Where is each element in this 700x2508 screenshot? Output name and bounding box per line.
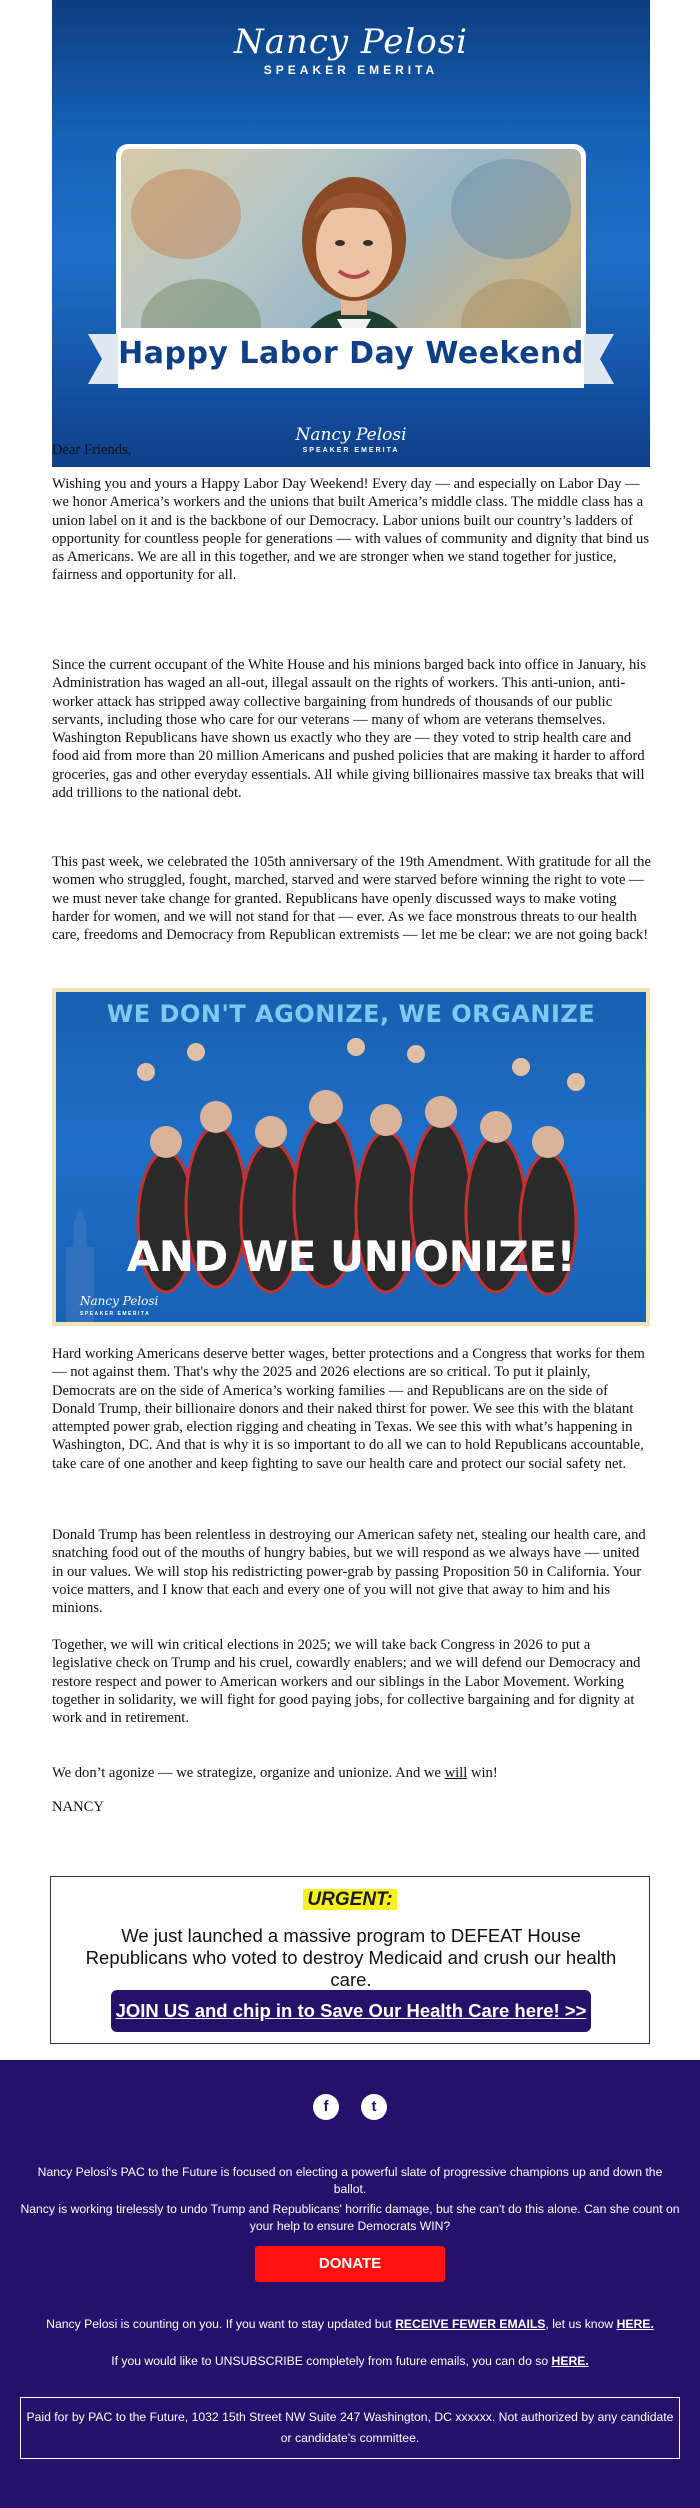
paragraph-2-text: Since the current occupant of the White House and his minions barged back into office in January, his Administration has waged an all-out, illegal assault on the rights of workers. This anti-union, anti-worker attack has stripped away collective bargaining from hundreds of thousands of our public servants, including those who care for our veterans — many of whom are veterans themselves. Washington Republicans have shown us exactly who they are — they voted to strip health care and food aid from more than 20 million Americans and pushed policies that are making it harder to afford groceries, gas and other everyday essentials. All while giving billionaires massive tax breaks that will add trillions to the national debt.	[52, 657, 646, 802]
unsubscribe-line	[20, 2353, 680, 2370]
unsubscribe-here-link[interactable]: HERE.	[551, 2354, 589, 2368]
paragraph-7-end: win!	[467, 1765, 498, 1781]
header-banner	[52, 0, 650, 467]
paragraph-7-text	[52, 1764, 652, 1782]
closing	[52, 1798, 652, 1816]
save-health-care-button[interactable]: JOIN US and chip in to Save Our Health Care here! >>	[111, 1990, 591, 2032]
footer	[0, 2060, 700, 2508]
paragraph-1	[52, 475, 652, 585]
organize-graphic-inner	[56, 992, 646, 1322]
paragraph-6-text: Together, we will win critical elections in 2025; we will take back Congress in 2026 to put a legislative check on Trump and his cruel, cowardly enablers; and we will defend our Democracy and restore respect and power to American workers and our siblings in the Labor Movement. Working together in solidarity, we will fight for good paying jobs, for collective bargaining and for dignity at work and in retirement.	[52, 1637, 641, 1727]
fewer-emails-line	[20, 2316, 680, 2333]
paragraph-4-text: Hard working Americans deserve better wages, better protections and a Congress that works for them — not against them. That's why the 2025 and 2026 elections are so critical. To put it plainly, Democrats are on the side of America’s working families — and Republicans are on the side of Donald Trump, their billionaire donors and their naked thirst for power. We see this with the blatant attempted power grab, election rigging and cheating in Texas. We see this with what’s happening in Washington, DC. And that is why it is so important to do all we can to hold Republicans accountable, take care of one another and keep fighting to save our health care and protect our social safety net.	[52, 1346, 645, 1472]
banner-signature-title: SPEAKER EMERITA	[302, 447, 400, 454]
receive-fewer-emails-link[interactable]: RECEIVE FEWER EMAILS	[395, 2317, 546, 2331]
urgent-text: We just launched a massive program to DEFEAT House Republicans who voted to destroy Medicaid and crush our health care.	[85, 1925, 617, 1990]
graphic-bottom-text: AND WE UNIONIZE!	[126, 1232, 576, 1281]
graphic-top-text: WE DON'T AGONIZE, WE ORGANIZE	[106, 1000, 596, 1028]
greeting	[52, 441, 652, 459]
greeting-text: Dear Friends,	[52, 442, 132, 458]
facebook-icon[interactable]: f	[313, 2094, 339, 2120]
fewer-emails-here-link[interactable]: HERE.	[616, 2317, 654, 2331]
paragraph-6	[52, 1636, 652, 1727]
fewer-emails-middle-text: , let us know	[545, 2317, 617, 2331]
graphic-signature-title: SPEAKER EMERITA	[80, 1311, 151, 1317]
fewer-emails-text: Nancy Pelosi is counting on you. If you want to stay updated but	[46, 2317, 396, 2331]
graphic-signature: Nancy Pelosi	[80, 1294, 159, 1308]
paragraph-2	[52, 656, 652, 802]
headline-ribbon	[88, 326, 614, 392]
paragraph-7	[52, 1764, 652, 1782]
paragraph-4	[52, 1345, 652, 1473]
footer-appeal-text: Nancy is working tirelessly to undo Trump and Republicans' horrific damage, but she can't do this alone. Can she count on your help to ensure Democrats WIN?	[20, 2202, 680, 2233]
organize-graphic	[52, 988, 650, 1326]
paragraph-7-start: We don’t agonize — we strategize, organize and unionize. And we	[52, 1765, 445, 1781]
paragraph-1-text: Wishing you and yours a Happy Labor Day Weekend! Every day — and especially on Labor Day — we honor America’s workers and the unions that built America’s middle class. The middle class has a union label on it and is the backbone of our Democracy. Labor unions built our country’s ladders of opportunity for countless people for generations — with values of community and dignity that bind us as Americans. We are all in this together, and we are stronger when we stand together for justice, fairness and opportunity for all.	[52, 476, 650, 584]
paid-for-disclaimer: Paid for by PAC to the Future, 1032 15th Street NW Suite 247 Washington, DC xxxxxx. Not authorized by any candidate or candidate's committee.	[20, 2397, 680, 2459]
urgent-label: URGENT:	[303, 1889, 396, 1910]
paragraph-7-underlined-word: will	[444, 1765, 468, 1781]
paragraph-3-text: This past week, we celebrated the 105th anniversary of the 19th Amendment. With gratitude for all the women who struggled, fought, marched, starved and were starved before winning the right to vote — we must never take change for granted. Republicans have openly discussed ways to make voting harder for women, and we will not stand for that — ever. As we face monstrous threats to our health care, freedoms and Democracy from Republican extremists — let me be clear: we are not going back!	[52, 854, 651, 944]
headline-text: Happy Labor Day Weekend	[118, 336, 584, 371]
twitter-icon[interactable]: t	[361, 2094, 387, 2120]
paragraph-5	[52, 1526, 652, 1617]
urgent-callout	[50, 1876, 650, 2044]
paragraph-5-text: Donald Trump has been relentless in destroying our American safety net, stealing our health care, and snatching food out of the mouths of hungry babies, but we will respond as we always have — united in our values. We will stop his redistricting power-grab by passing Proposition 50 in California. Your voice matters, and I know that each and every one of you will not give that away to him and his minions.	[52, 1527, 646, 1617]
header-signature-title: SPEAKER EMERITA	[263, 63, 439, 77]
paragraph-3	[52, 853, 652, 944]
banner-signature: Nancy Pelosi	[295, 425, 407, 445]
donate-button[interactable]: DONATE	[255, 2246, 445, 2282]
unsubscribe-text: If you would like to UNSUBSCRIBE completely from future emails, you can do so	[111, 2354, 552, 2368]
header-signature: Nancy Pelosi	[233, 22, 469, 62]
urgent-label-row	[51, 1889, 649, 1911]
footer-mission-text: Nancy Pelosi's PAC to the Future is focused on electing a powerful slate of progressive champions up and down the ballot.	[37, 2165, 663, 2196]
closing-signature: NANCY	[52, 1799, 104, 1815]
